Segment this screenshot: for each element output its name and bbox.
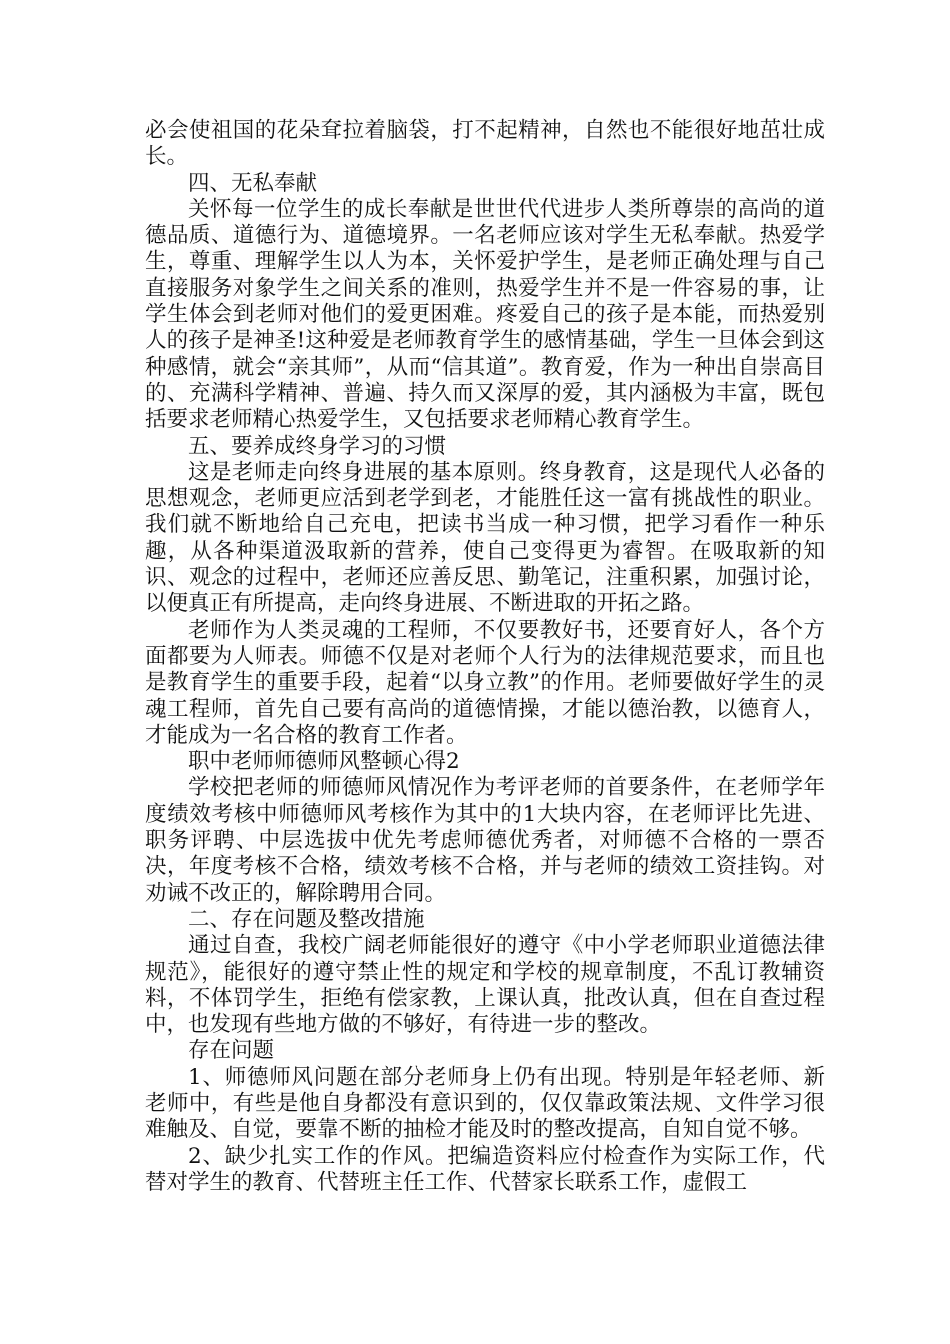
- section-heading-existing-problems: 存在问题: [188, 1038, 275, 1064]
- paragraph-continuation: 必会使祖国的花朵耷拉着脑袋，打不起精神，自然也不能很好地茁壮成长。: [145, 118, 825, 170]
- section-heading-reflection-2: 职中老师师德师风整顿心得2: [188, 749, 460, 775]
- section-heading-problems-measures: 二、存在问题及整改措施: [188, 906, 425, 932]
- section-heading-lifelong-learning: 五、要养成终身学习的习惯: [188, 433, 447, 459]
- document-page: [145, 118, 825, 1196]
- paragraph-problem-1: 1、师德师风问题在部分老师身上仍有出现。特别是年轻老师、新老师中，有些是他自身都没有意识到的，仅仅靠政策法规、文件学习很难触及、自觉，要靠不断的抽检才能及时的整改提高，自知自觉不够。: [145, 1064, 825, 1143]
- paragraph-role-model: 老师作为人类灵魂的工程师，不仅要教好书，还要育好人，各个方面都要为人师表。师德不仅是对老师个人行为的法律规范要求，而且也是教育学生的重要手段，起着“以身立教”的作用。老师要做好学生的灵魂工程师，首先自己要有高尚的道德情操，才能以德治教，以德育人，才能成为一名合格的教育工作者。: [145, 617, 825, 748]
- paragraph-evaluation: 学校把老师的师德师风情况作为考评老师的首要条件，在老师学年度绩效考核中师德师风考核作为其中的1大块内容，在老师评比先进、职务评聘、中层选拔中优先考虑师德优秀者，对师德不合格的一票否决，年度考核不合格，绩效考核不合格，并与老师的绩效工资挂钩。对劝诫不改正的，解除聘用合同。: [145, 775, 825, 906]
- paragraph-problem-2: 2、缺少扎实工作的作风。把编造资料应付检查作为实际工作，代替对学生的教育、代替班主任工作、代替家长联系工作，虚假工: [145, 1143, 825, 1195]
- section-heading-selfless-dedication: 四、无私奉献: [188, 170, 318, 196]
- paragraph-self-check: 通过自查，我校广阔老师能很好的遵守《中小学老师职业道德法律规范》，能很好的遵守禁止性的规定和学校的规章制度，不乱订教辅资料，不体罚学生，拒绝有偿家教，上课认真，批改认真，但在自查过程中，也发现有些地方做的不够好，有待进一步的整改。: [145, 933, 825, 1038]
- paragraph-lifelong-learning: 这是老师走向终身进展的基本原则。终身教育，这是现代人必备的思想观念，老师更应活到老学到老，才能胜任这一富有挑战性的职业。我们就不断地给自己充电，把读书当成一种习惯，把学习看作一种乐趣，从各种渠道汲取新的营养，使自己变得更为睿智。在吸取新的知识、观念的过程中，老师还应善反思、勤笔记，注重积累，加强讨论，以便真正有所提高，走向终身进展、不断进取的开拓之路。: [145, 459, 825, 617]
- paragraph-dedication: 关怀每一位学生的成长奉献是世世代代进步人类所尊崇的高尚的道德品质、道德行为、道德境界。一名老师应该对学生无私奉献。热爱学生，尊重、理解学生以人为本，关怀爱护学生，是老师正确处理与自己直接服务对象学生之间关系的准则，热爱学生并不是一件容易的事，让学生体会到老师对他们的爱更困难。疼爱自己的孩子是本能，而热爱别人的孩子是神圣!这种爱是老师教育学生的感情基础，学生一旦体会到这种感情，就会“亲其师”，从而“信其道”。教育爱，作为一种出自崇高目的、充满科学精神、普遍、持久而又深厚的爱，其内涵极为丰富，既包括要求老师精心热爱学生，又包括要求老师精心教育学生。: [145, 196, 825, 433]
